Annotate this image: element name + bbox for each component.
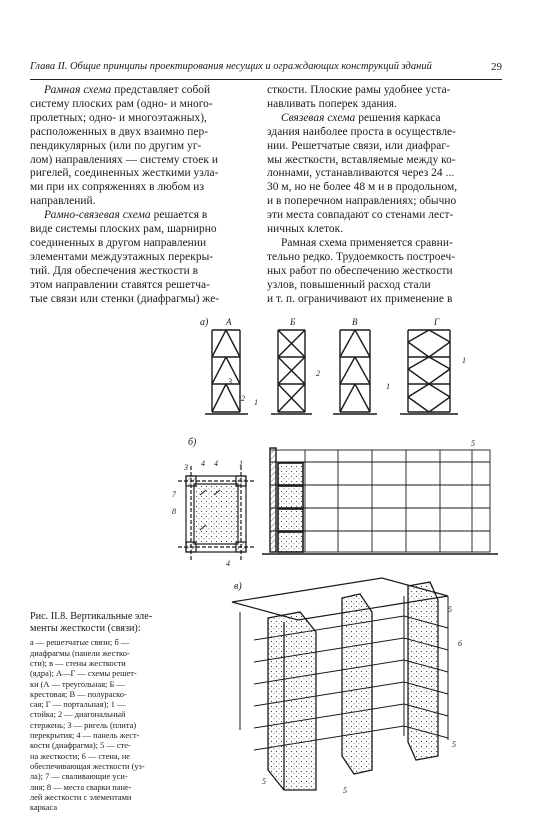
svg-text:4: 4 (226, 559, 230, 568)
panel-label-v: в) (234, 581, 242, 592)
svg-text:4: 4 (214, 459, 218, 468)
svg-text:1: 1 (239, 459, 243, 468)
text-line: узлов, повышенный расход стали (267, 278, 431, 291)
frame-label-b: Б (290, 317, 296, 327)
text-line: Рамная схема применяется сравни- (281, 236, 453, 249)
text-line: сткости. Плоские рамы удобнее уста- (267, 84, 451, 96)
svg-text:1: 1 (462, 356, 466, 365)
frame-label-v: В (352, 317, 358, 327)
svg-text:5: 5 (448, 605, 452, 614)
text-line: мы жесткости, вставляемые между ко- (267, 153, 456, 166)
term-frame-scheme: Рамная схема (44, 84, 112, 96)
header-rule (30, 79, 502, 80)
right-column (267, 84, 497, 307)
text-line: расположенных в двух взаимно пер- (30, 125, 209, 138)
frame-b-cross (271, 317, 312, 414)
panel-b (172, 437, 498, 568)
svg-text:5: 5 (452, 740, 456, 749)
text-line: элементами междуэтажных перекры- (30, 250, 214, 263)
text-line: виде системы плоских рам, шарнирно (30, 223, 217, 236)
wall-right (408, 582, 438, 760)
text-line: лоннами, устанавливаются через 24 ... (267, 167, 455, 180)
running-head (30, 61, 502, 77)
text-line: здания наиболее проста в осуществле- (267, 125, 457, 138)
panel-a (200, 317, 466, 414)
plan-detail (178, 466, 254, 560)
term-braced-scheme: Связевая схема (281, 111, 356, 124)
panel-label-a: а) (200, 317, 209, 328)
text-line: лом) направлениях — систему стоек и (30, 153, 219, 166)
chapter-title: Глава II. Общие принципы проектирования несущих и ограждающих конструкций зданий (30, 61, 432, 72)
text-line: тий. Для обеспечения жесткости в (30, 264, 199, 277)
wall-middle (342, 594, 372, 774)
text-line: и т. п. ограничивают их применение в (267, 292, 453, 305)
text-line: эти места совпадают со стенами лест- (267, 209, 454, 222)
text-line: и в поперечном направлениях; обычно (267, 195, 457, 208)
text-line: Рамная схема представляет собой (44, 84, 211, 96)
text-line: навливать поперек здания. (267, 97, 397, 110)
frame-label-a: А (226, 317, 232, 327)
svg-text:3: 3 (228, 377, 232, 386)
term-frame-braced-scheme: Рамно-связевая схема (44, 209, 151, 222)
text-line: пендикулярных (или по другим уг- (30, 139, 202, 152)
left-column (30, 84, 260, 307)
text-line: нии. Решетчатые связи, или диафраг- (267, 139, 450, 152)
text-line: ничных клеток. (267, 223, 344, 236)
text-line: тые связи или стенки (диафрагмы) же- (30, 292, 220, 305)
panel-label-b: б) (188, 437, 197, 448)
elevation-grid (262, 448, 498, 554)
text-line: ных работ по обеспечению жесткости (267, 264, 453, 277)
svg-text:5: 5 (343, 786, 347, 795)
text-line: ригелей, соединенных жесткими узла- (30, 167, 219, 180)
text-line: соединенных в другом направлении (30, 236, 207, 249)
svg-text:7: 7 (172, 490, 176, 499)
text-line: 30 м, но не более 48 м и в продольном, (267, 181, 458, 194)
caption-title: Рис. II.8. Вертикальные эле- менты жесткости (связи): (30, 611, 153, 635)
svg-text:8: 8 (172, 507, 176, 516)
text-line: тельно редко. Трудоемкость построеч- (267, 250, 456, 263)
svg-text:1: 1 (386, 382, 390, 391)
panel-v (232, 578, 462, 795)
svg-text:1: 1 (254, 398, 258, 407)
svg-text:2: 2 (241, 394, 245, 403)
svg-text:5: 5 (471, 439, 475, 448)
figure-caption (30, 611, 175, 813)
svg-text:2: 2 (316, 369, 320, 378)
frame-v-half-diagonal (333, 317, 377, 414)
caption-body: а — решетчатые связи; б — диафрагмы (панели жестко- сти); в — стены жесткости (ядра); А—Г — схемы решет- ки (А — треугольная; Б — крестовая; В — полураско- сая; Г — портальная); 1 — стойка; 2 — диагональный стержень; 3 — ригель (плита) перекрытия; 4 — панель жест- кости (диафрагма); 5 — сте- на жесткости; 6 — стена, не обеспечивающая жесткости (уз- ла); 7 — сваливающие уси- лия; 8 — места сварки пане- лей жесткости с элементами каркаса (30, 638, 145, 813)
frame-g-portal (400, 317, 458, 414)
svg-text:5: 5 (262, 777, 266, 786)
svg-text:4: 4 (201, 459, 205, 468)
text-line: направлений. (30, 195, 96, 208)
core-wall-left (268, 612, 316, 790)
text-line: Рамно-связевая схема решается в (44, 209, 208, 222)
svg-text:3: 3 (184, 463, 188, 472)
page-number: 29 (491, 61, 502, 73)
svg-text:6: 6 (458, 639, 462, 648)
frame-label-g: Г (434, 317, 440, 327)
text-line: этом направлении ставятся решетча- (30, 278, 210, 291)
text-line: пролетных; одно- и многоэтажных), (30, 111, 207, 124)
text-line: Связевая схема решения каркаса (281, 111, 441, 124)
text-line: систему плоских рам (одно- и много- (30, 97, 213, 110)
text-line: ми при их сопряжениях в любом из (30, 181, 204, 194)
